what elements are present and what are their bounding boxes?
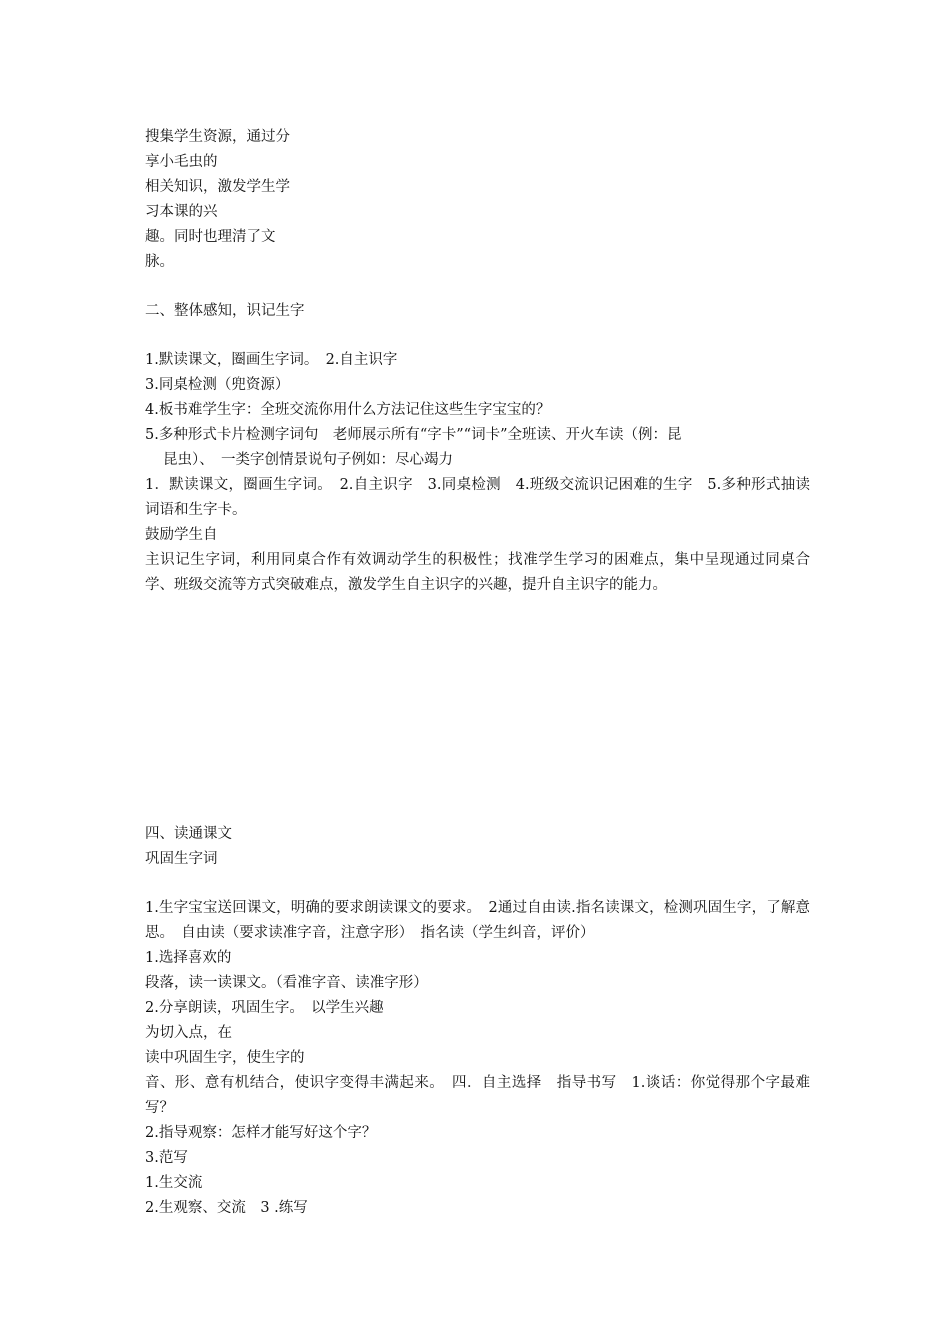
student-step-2: 2.分享朗读，巩固生字。 以学生兴趣 — [145, 1000, 384, 1016]
design-intent-line: 为切入点，在 — [145, 1025, 232, 1041]
student-step-1: 1.选择喜欢的 — [145, 950, 232, 966]
intro-line: 习本课的兴 — [145, 204, 218, 220]
intro-line: 享小毛虫的 — [145, 154, 218, 170]
step-item-4: 4.板书难学生字：全班交流你用什么方法记住这些生字宝宝的？ — [145, 402, 551, 418]
design-intent-and-writing: 音、形、意有机结合，使识字变得丰满起来。 四．自主选择 指导书写 1.谈话：你觉得那个字最难写？ — [145, 1075, 810, 1116]
intro-line: 相关知识，激发学生学 — [145, 179, 290, 195]
guide-step-3: 3.范写 — [145, 1150, 188, 1166]
step-item-5-continued: 昆虫）、 一类字创情景说句子例如：尽心竭力 — [163, 452, 453, 468]
design-intent-line: 读中巩固生字，使生字的 — [145, 1050, 305, 1066]
student-step-1-continued: 段落，读一读课文。（看准字音、读准字形） — [145, 975, 428, 991]
design-intent-start: 鼓励学生自 — [145, 527, 218, 543]
teacher-steps: 1.生字宝宝送回课文，明确的要求朗读课文的要求。 2通过自由读.指名读课文，检测巩固生字，了解意思。 自由读（要求读准字音，注意字形） 指名读（学生纠音，评价） — [145, 900, 810, 941]
section-two-heading: 二、整体感知，识记生字 — [145, 303, 305, 319]
student-steps: 1．默读课文，圈画生字词。 2.自主识字 3.同桌检测 4.班级交流识记困难的生字 5.多种形式抽读词语和生字卡。 — [145, 477, 810, 518]
student-exchange-1: 1.生交流 — [145, 1175, 203, 1191]
student-exchange-2: 2.生观察、交流 3 .练写 — [145, 1200, 308, 1216]
section-four-body — [145, 896, 810, 1221]
section-four-subheading: 巩固生字词 — [145, 851, 218, 867]
design-intent-body: 主识记生字词，利用同桌合作有效调动学生的积极性；找准学生学习的困难点，集中呈现通过同桌合学、班级交流等方式突破难点，激发学生自主识字的兴趣，提升自主识字的能力。 — [145, 552, 810, 593]
intro-line: 搜集学生资源，通过分 — [145, 129, 290, 145]
intro-line: 脉。 — [145, 254, 174, 270]
section-two-body — [145, 348, 810, 598]
intro-line: 趣。同时也理清了文 — [145, 229, 276, 245]
intro-block — [145, 125, 810, 275]
section-two-heading-block — [145, 299, 810, 324]
section-four-heading-block — [145, 822, 810, 872]
step-item-5: 5.多种形式卡片检测字词句 老师展示所有“字卡”“词卡”全班读、开火车读（例：昆 — [145, 427, 682, 443]
section-four-heading: 四、读通课文 — [145, 826, 232, 842]
guide-step-2: 2.指导观察：怎样才能写好这个字？ — [145, 1125, 377, 1141]
step-item-3: 3.同桌检测（兜资源） — [145, 377, 290, 393]
step-item-1: 1.默读课文，圈画生字词。 2.自主识字 — [145, 352, 398, 368]
